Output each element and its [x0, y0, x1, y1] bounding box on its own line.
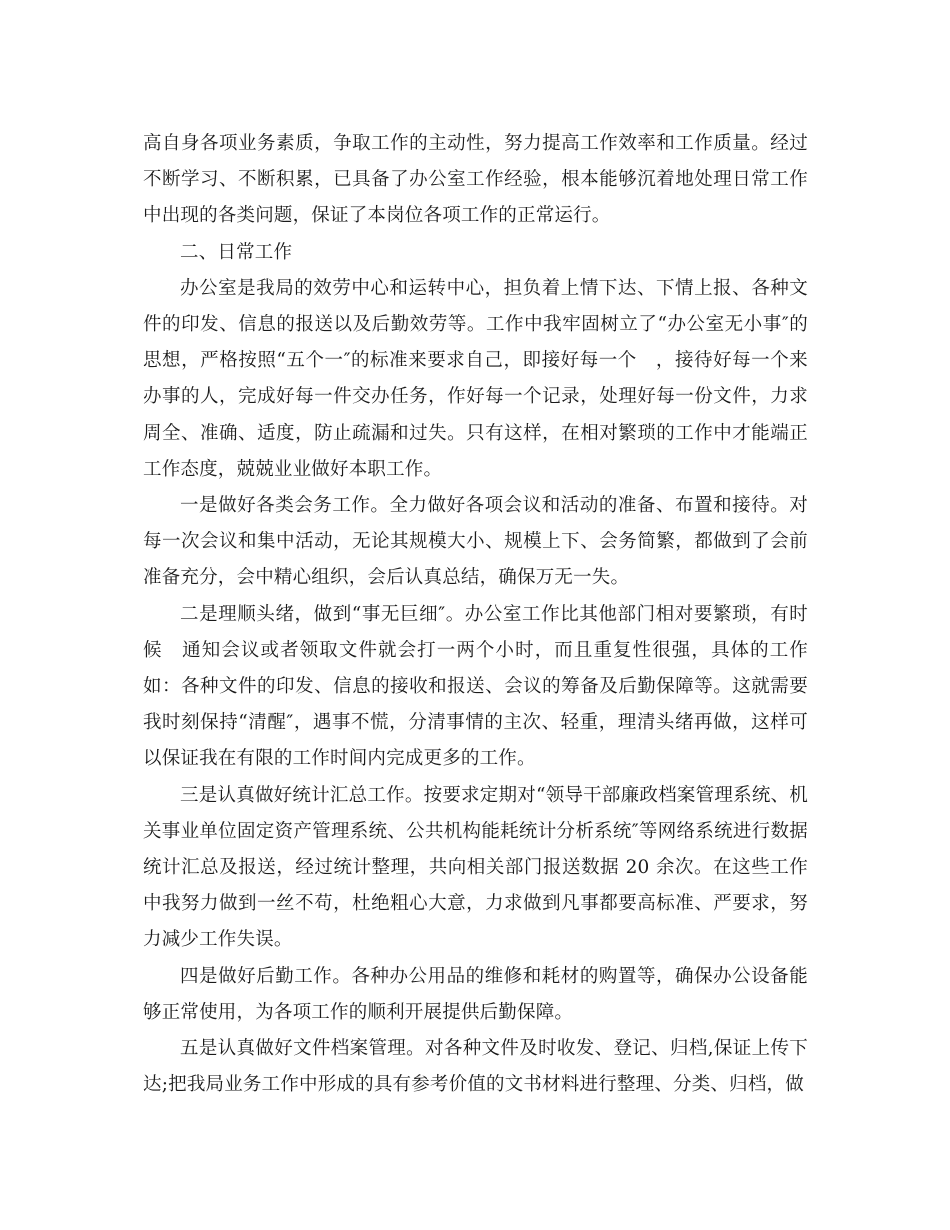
paragraph-8: 五是认真做好文件档案管理。对各种文件及时收发、登记、归档,保证上传下达;把我局业务工作中形成的具有参考价值的文书材料进行整理、分类、归档，做 — [143, 1038, 808, 1096]
paragraph-6: 三是认真做好统计汇总工作。按要求定期对“领导干部廉政档案管理系统、机关事业单位固定资产管理系统、公共机构能耗统计分析系统″等网络系统进行数据统计汇总及报送，经过统计整理，共向相关部门报送数据 20 余次。在这些工作中我努力做到一丝不苟，杜绝粗心大意，力求做到凡事都要高标准、严要求，努力减少工作失误。 — [143, 784, 808, 951]
paragraph-4: 一是做好各类会务工作。全力做好各项会议和活动的准备、布置和接待。对每一次会议和集中活动，无论其规模大小、规模上下、会务简繁，都做到了会前准备充分，会中精心组织，会后认真总结，确保万无一失。 — [143, 495, 808, 589]
paragraph-1: 高自身各项业务素质，争取工作的主动性，努力提高工作效率和工作质量。经过不断学习、不断积累，已具备了办公室工作经验，根本能够沉着地处理日常工作中出现的各类问题，保证了本岗位各项工作的正常运行。 — [143, 133, 808, 227]
section-heading-daily-work: 二、日常工作 — [180, 241, 293, 263]
paragraph-3: 办公室是我局的效劳中心和运转中心，担负着上情下达、下情上报、各种文件的印发、信息的报送以及后勤效劳等。工作中我牢固树立了“办公室无小事″的思想，严格按照“五个一″的标准来要求自己，即接好每一个 ，接待好每一个来办事的人，完成好每一件交办任务，作好每一个记录，处理好每一份文件，力求周全、准确、适度，防止疏漏和过失。只有这样，在相对繁琐的工作中才能端正工作态度，兢兢业业做好本职工作。 — [143, 277, 808, 480]
document-body — [143, 126, 808, 1103]
paragraph-7: 四是做好后勤工作。各种办公用品的维修和耗材的购置等，确保办公设备能够正常使用，为各项工作的顺利开展提供后勤保障。 — [143, 965, 808, 1023]
paragraph-5: 二是理顺头绪，做到“事无巨细″。办公室工作比其他部门相对要繁琐，有时候 通知会议或者领取文件就会打一两个小时，而且重复性很强，具体的工作如：各种文件的印发、信息的接收和报送、会议的筹备及后勤保障等。这就需要我时刻保持“清醒″，遇事不慌，分清事情的主次、轻重，理清头绪再做，这样可以保证我在有限的工作时间内完成更多的工作。 — [143, 603, 808, 770]
